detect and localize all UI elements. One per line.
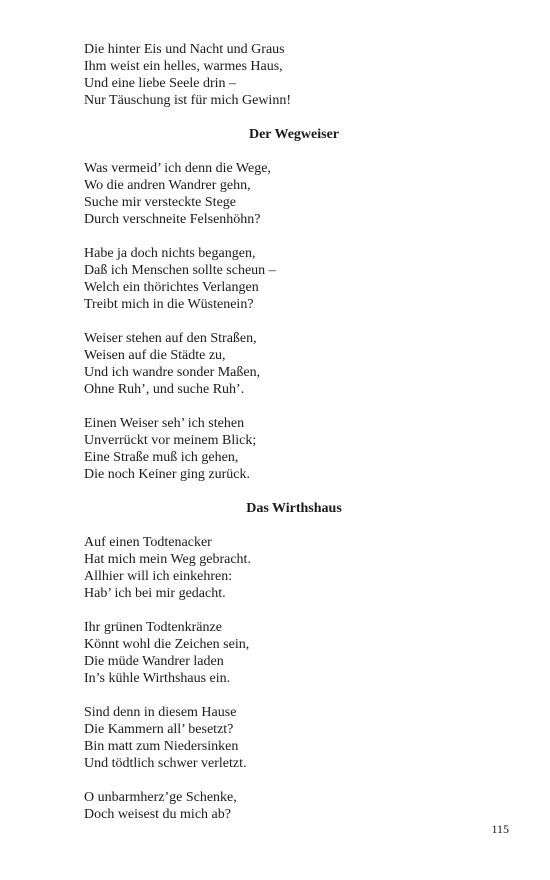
poem-title-wegweiser: Der Wegweiser [248, 127, 340, 142]
verse-line: In’s kühle Wirthshaus ein. [84, 671, 231, 686]
verse-line: Durch verschneite Felsenhöhn? [84, 212, 261, 227]
verse-line: Und tödtlich schwer verletzt. [84, 756, 247, 771]
verse-line: O unbarmherz’ge Schenke, [84, 790, 237, 805]
verse-line: Weisen auf die Städte zu, [84, 348, 226, 363]
verse-line: Einen Weiser seh’ ich stehen [84, 416, 245, 431]
verse-line: Habe ja doch nichts begangen, [84, 246, 256, 261]
verse-line: Treibt mich in die Wüstenein? [84, 297, 254, 312]
verse-line: Hat mich mein Weg gebracht. [84, 552, 251, 567]
verse-line: Hab’ ich bei mir gedacht. [84, 586, 226, 601]
verse-line: Und eine liebe Seele drin – [84, 76, 237, 91]
verse-line: Wo die andren Wandrer gehn, [84, 178, 251, 193]
verse-line: Daß ich Menschen sollte scheun – [84, 263, 276, 278]
verse-line: Allhier will ich einkehren: [84, 569, 233, 584]
stanza [84, 330, 464, 398]
verse-line: Weiser stehen auf den Straßen, [84, 331, 257, 346]
verse-line: Suche mir versteckte Stege [84, 195, 237, 210]
poem-title-wirthshaus: Das Wirthshaus [246, 501, 342, 516]
verse-line: Die noch Keiner ging zurück. [84, 467, 250, 482]
opening-stanza [84, 41, 464, 109]
verse-line: Auf einen Todtenacker [84, 535, 212, 550]
stanza [84, 534, 464, 602]
stanza [84, 245, 464, 313]
verse-line: Und ich wandre sonder Maßen, [84, 365, 261, 380]
verse-line: Sind denn in diesem Hause [84, 705, 237, 720]
verse-line: Doch weisest du mich ab? [84, 807, 231, 822]
verse-line: Die müde Wandrer laden [84, 654, 224, 669]
verse-line: Die Kammern all’ besetzt? [84, 722, 234, 737]
stanza [84, 160, 464, 228]
verse-line: Die hinter Eis und Nacht und Graus [84, 42, 285, 57]
verse-line: Welch ein thörichtes Verlangen [84, 280, 259, 295]
verse-line: Ihm weist ein helles, warmes Haus, [84, 59, 283, 74]
text-block [84, 41, 464, 840]
stanza [84, 619, 464, 687]
verse-line: Ihr grünen Todtenkränze [84, 620, 222, 635]
page-number: 115 [491, 822, 509, 836]
stanza [84, 415, 464, 483]
verse-line: Unverrückt vor meinem Blick; [84, 433, 257, 448]
verse-line: Nur Täuschung ist für mich Gewinn! [84, 93, 291, 108]
verse-line: Was vermeid’ ich denn die Wege, [84, 161, 271, 176]
verse-line: Eine Straße muß ich gehen, [84, 450, 239, 465]
verse-line: Ohne Ruh’, und suche Ruh’. [84, 382, 245, 397]
stanza [84, 789, 464, 823]
stanza [84, 704, 464, 772]
verse-line: Bin matt zum Niedersinken [84, 739, 239, 754]
verse-line: Könnt wohl die Zeichen sein, [84, 637, 250, 652]
